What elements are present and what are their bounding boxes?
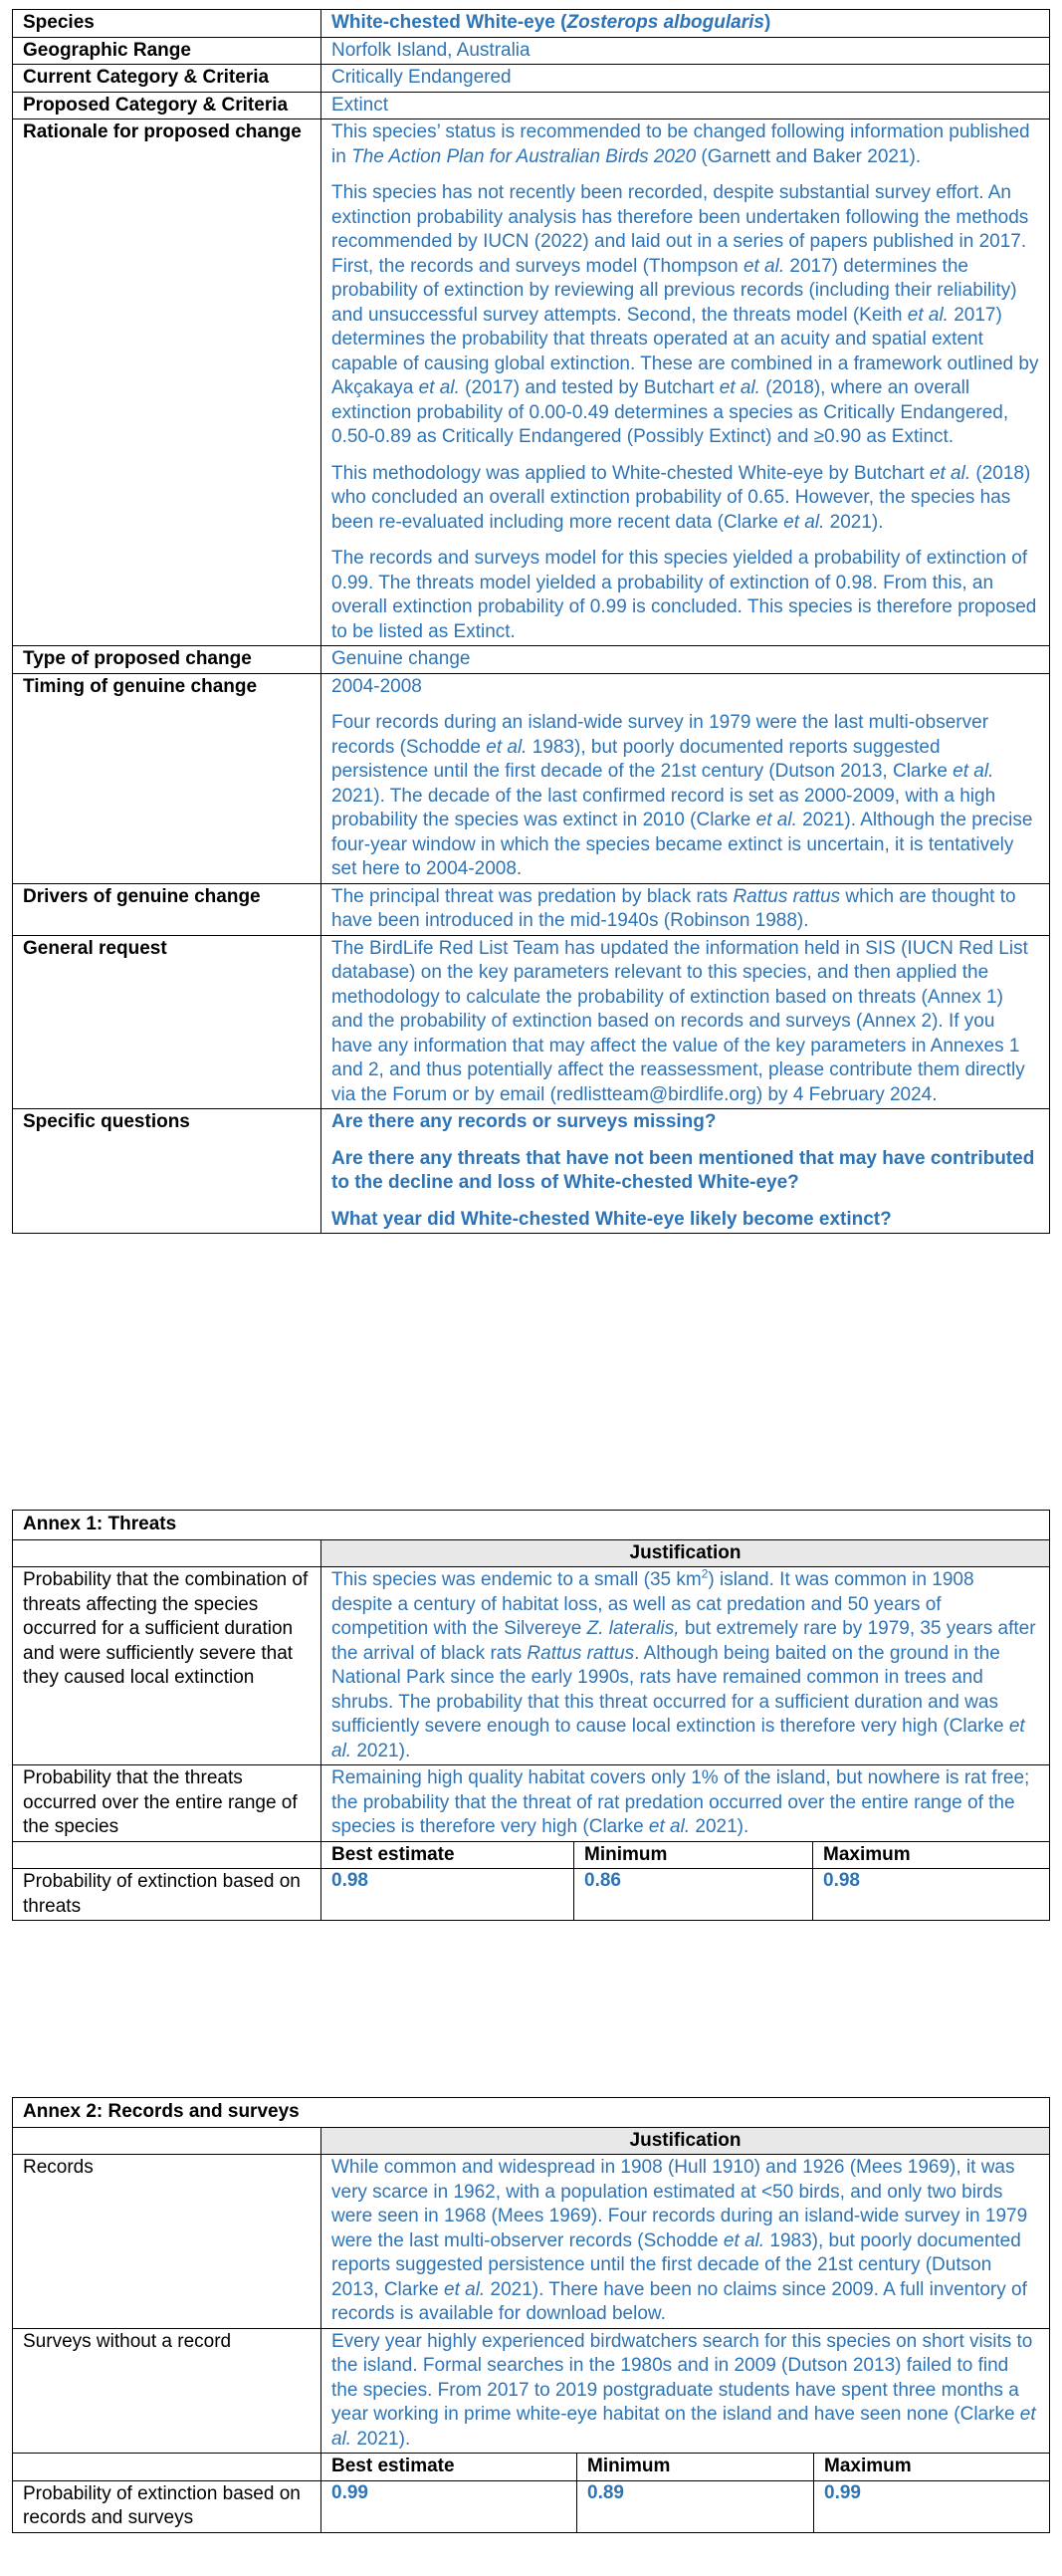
rationale-label: Rationale for proposed change (13, 119, 321, 646)
timing-years: 2004-2008 (331, 675, 422, 697)
range-row (13, 37, 1050, 65)
specific-questions-value (321, 1109, 1050, 1234)
type-value: Genuine change (321, 646, 1050, 674)
timing-row (13, 673, 1050, 883)
annex-1-estimate-header-empty (13, 1841, 321, 1869)
species-assessment-table (12, 9, 1050, 1234)
type-label: Type of proposed change (13, 646, 321, 674)
annex-1-estimate-row (13, 1869, 1050, 1921)
annex-1-row-2-justification: Remaining high quality habitat covers only 1% of the island, but nowhere is rat free; the probability that the threat of rat predation occurred over the entire range of the species is therefore very high (Clarke et al. 2021). (321, 1765, 1050, 1842)
annex-2-maximum-value: 0.99 (814, 2480, 1050, 2532)
specific-questions-label: Specific questions (13, 1109, 321, 1234)
annex-2-row-1-label: Records (13, 2155, 321, 2329)
general-request-label: General request (13, 935, 321, 1109)
general-request-value: The BirdLife Red List Team has updated the information held in SIS (IUCN Red List database) on the key parameters relevant to this species, and then applied the methodology to calculate the probability of extinction based on threats (Annex 1) and the probability of extinction based on records and surveys (Annex 2). If you have any information that may affect the value of the key parameters in Annexes 1 and 2, and thus potentially affect the reassessment, please contribute them directly via the Forum or by email (redlistteam@birdlife.org) by 4 February 2024. (321, 935, 1050, 1109)
timing-label: Timing of genuine change (13, 673, 321, 883)
current-category-row (13, 65, 1050, 93)
type-row (13, 646, 1050, 674)
annex-2-estimate-row (13, 2480, 1050, 2532)
annex-1-best-estimate-value: 0.98 (321, 1869, 574, 1921)
annex-1-best-estimate-header: Best estimate (321, 1841, 574, 1869)
current-category-label: Current Category & Criteria (13, 65, 321, 93)
annex-2-minimum-value: 0.89 (577, 2480, 814, 2532)
annex-2-estimate-header-empty (13, 2454, 321, 2481)
annex-2-row-1-justification: While common and widespread in 1908 (Hull 1910) and 1926 (Mees 1969), it was very scarce in 1962, with a population estimated at <50 birds, and only two birds were seen in 1968 (Mees 1969). Four records during an island-wide survey in 1979 were the last multi-observer records (Schodde et al. 1983), but poorly documented reports suggested persistence until the first decade of the 21st century (Dutson 2013, Clarke et al. 2021). There have been no claims since 2009. A full inventory of records is available for download below. (321, 2155, 1050, 2329)
range-label: Geographic Range (13, 37, 321, 65)
question-1: Are there any records or surveys missing? (331, 1111, 717, 1132)
annex-1-row-2-label: Probability that the threats occurred over the entire range of the species (13, 1765, 321, 1842)
annex-2-records-surveys-table (12, 2097, 1050, 2533)
species-scientific-name: Zosterops albogularis (566, 12, 764, 33)
annex-2-maximum-header: Maximum (814, 2454, 1050, 2481)
timing-paragraph: Four records during an island-wide survey in 1979 were the last multi-observer records (Schodde et al. 1983), but poorly documented reports suggested persistence until the first decade of the 21st century (Dutson 2013, Clarke et al. 2021). The decade of the last confirmed record is set as 2000-2009, with a high probability the species was extinct in 2010 (Clarke et al. 2021). Although the precise four-year window in which the species became extinct is uncertain, it is tentatively set here to 2004-2008. (331, 712, 1033, 879)
rationale-paragraph-1: This species’ status is recommended to be changed following information published in The Action Plan for Australian Birds 2020 (Garnett and Baker 2021). (331, 121, 1030, 167)
annex-1-maximum-header: Maximum (813, 1841, 1050, 1869)
rationale-value (321, 119, 1050, 646)
annex-1-header-empty (13, 1539, 321, 1567)
drivers-label: Drivers of genuine change (13, 883, 321, 935)
rationale-paragraph-3: This methodology was applied to White-chested White-eye by Butchart et al. (2018) who concluded an overall extinction probability of 0.65. However, the species has been re-evaluated including more recent data (Clarke et al. 2021). (331, 462, 1031, 533)
annex-2-minimum-header: Minimum (577, 2454, 814, 2481)
drivers-value: The principal threat was predation by black rats Rattus rattus which are thought to have been introduced in the mid-1940s (Robinson 1988). (321, 883, 1050, 935)
annex-1-estimate-header-row (13, 1841, 1050, 1869)
timing-value (321, 673, 1050, 883)
rationale-paragraph-4: The records and surveys model for this species yielded a probability of extinction of 0.99. The threats model yielded a probability of extinction of 0.98. From this, an overall extinction probability of 0.99 is concluded. This species is therefore proposed to be listed as Extinct. (331, 548, 1037, 642)
range-value: Norfolk Island, Australia (321, 37, 1050, 65)
proposed-category-value: Extinct (321, 92, 1050, 119)
drivers-row (13, 883, 1050, 935)
species-label: Species (13, 10, 321, 38)
annex-1-row-1-justification: This species was endemic to a small (35 $km^2$) island. It was common in 1908 despite a century of habitat loss, as well as cat predation and 50 years of competition with the Silvereye Z. lateralis, but extremely rare by 1979, 35 years after the arrival of black rats Rattus rattus. Although being baited on the ground in the National Park since the early 1990s, rats have remained common in trees and shrubs. The probability that this threat occurred for a sufficient duration and was sufficiently severe enough to cause local extinction is therefore very high (Clarke et al. 2021). (321, 1567, 1050, 1765)
annex-2-best-estimate-value: 0.99 (321, 2480, 577, 2532)
question-3: What year did White-chested White-eye likely become extinct? (331, 1208, 892, 1230)
annex-1-title: Annex 1: Threats (13, 1511, 1050, 1540)
species-value: White-chested White-eye (Zosterops albogularis) (321, 10, 1050, 38)
annex-1-justification-header: Justification (321, 1539, 1050, 1567)
current-category-value: Critically Endangered (321, 65, 1050, 93)
annex-2-best-estimate-header: Best estimate (321, 2454, 577, 2481)
annex-2-row-2-label: Surveys without a record (13, 2328, 321, 2454)
annex-1-minimum-header: Minimum (574, 1841, 813, 1869)
annex-1-minimum-value: 0.86 (574, 1869, 813, 1921)
general-request-row (13, 935, 1050, 1109)
question-2: Are there any threats that have not been mentioned that may have contributed to the decline and loss of White-chested White-eye? (331, 1147, 1035, 1193)
species-row (13, 10, 1050, 38)
annex-1-row-1-label: Probability that the combination of threats affecting the species occurred for a sufficient duration and were sufficiently severe that they caused local extinction (13, 1567, 321, 1765)
annex-2-estimate-header-row (13, 2454, 1050, 2481)
specific-questions-row (13, 1109, 1050, 1234)
annex-2-row-surveys (13, 2328, 1050, 2454)
annex-2-estimate-label: Probability of extinction based on records and surveys (13, 2480, 321, 2532)
annex-1-estimate-label: Probability of extinction based on threats (13, 1869, 321, 1921)
annex-1-maximum-value: 0.98 (813, 1869, 1050, 1921)
annex-1-threats-table (12, 1510, 1050, 1921)
annex-2-row-2-justification: Every year highly experienced birdwatchers search for this species on short visits to the island. Formal searches in the 1980s and in 2009 (Dutson 2013) failed to find the species. From 2017 to 2019 postgraduate students have spent three months a year working in prime white-eye habitat on the island and have seen none (Clarke et al. 2021). (321, 2328, 1050, 2454)
annex-2-header-empty (13, 2127, 321, 2155)
rationale-paragraph-2: This species has not recently been recorded, despite substantial survey effort. An extinction probability analysis has therefore been undertaken following the methods recommended by IUCN (2022) and laid out in a series of papers published in 2017. First, the records and surveys model (Thompson et al. 2017) determines the probability of extinction by reviewing all previous records (including their reliability) and unsuccessful survey attempts. Second, the threats model (Keith et al. 2017) determines the probability that threats operated at an acuity and spatial extent capable of causing global extinction. These are combined in a framework outlined by Akçakaya et al. (2017) and tested by Butchart et al. (2018), where an overall extinction probability of 0.00-0.49 determines a species as Critically Endangered, 0.50-0.89 as Critically Endangered (Possibly Extinct) and ≥0.90 as Extinct. (331, 182, 1039, 447)
annex-1-row-entire-range (13, 1765, 1050, 1842)
annex-2-justification-header: Justification (321, 2127, 1050, 2155)
rationale-row (13, 119, 1050, 646)
proposed-category-label: Proposed Category & Criteria (13, 92, 321, 119)
annex-1-row-local-extinction (13, 1567, 1050, 1765)
annex-2-row-records (13, 2155, 1050, 2329)
annex-2-title: Annex 2: Records and surveys (13, 2098, 1050, 2128)
proposed-category-row (13, 92, 1050, 119)
